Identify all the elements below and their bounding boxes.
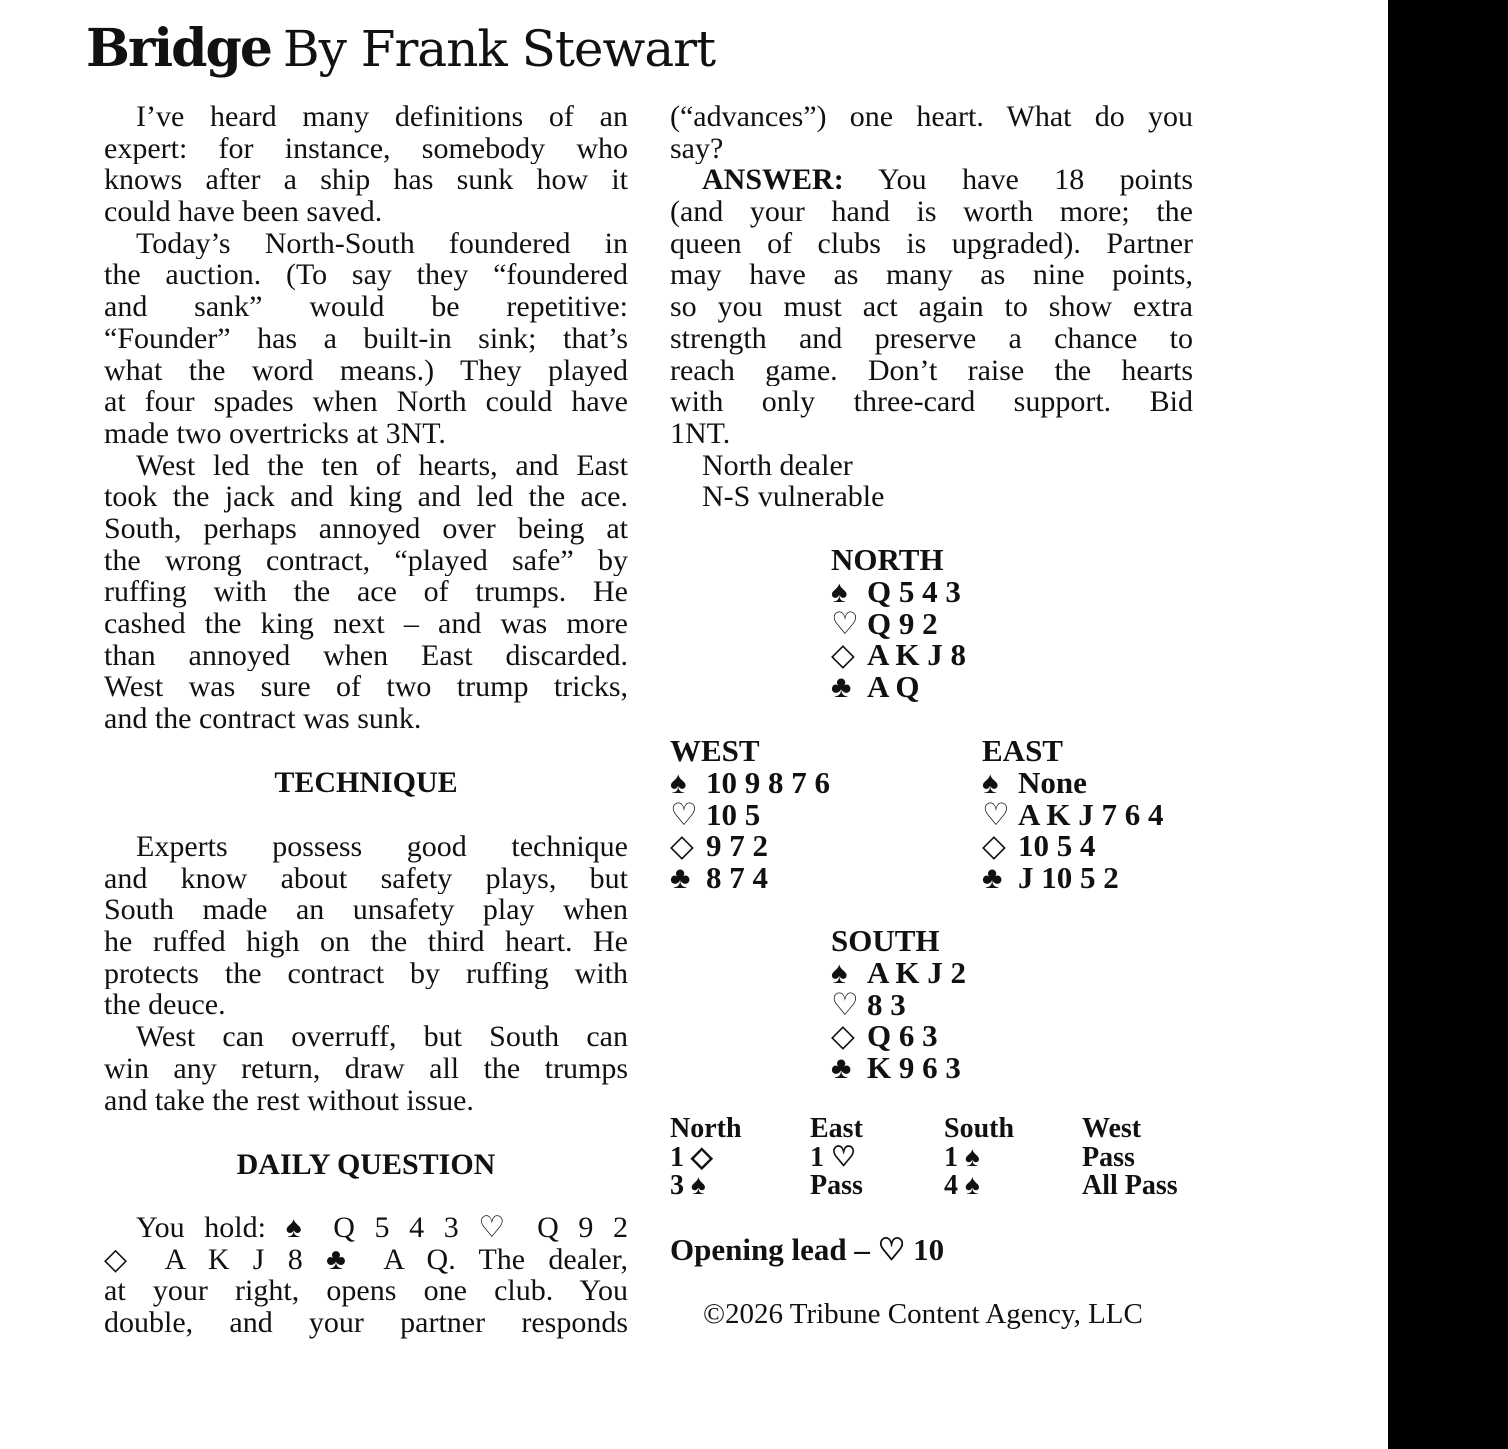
hand-south	[831, 925, 966, 1084]
text-line: N-S vulnerable	[702, 481, 885, 513]
diamonds-suit-icon: ◇	[982, 828, 1006, 864]
text-line: the auction. (To say they “foundered	[104, 259, 628, 292]
text-line: Today’s North-South foundered in	[136, 227, 628, 260]
auction-row	[670, 1172, 1178, 1201]
text-line: protects the contract by ruffing with	[104, 957, 628, 990]
text-line: win any return, draw all the trumps	[104, 1052, 628, 1085]
hand-label: EAST	[982, 733, 1063, 768]
text-line: I’ve heard many definitions of an	[136, 101, 628, 133]
hand-clubs-row	[670, 862, 830, 894]
clubs-suit-icon: ♣	[831, 669, 852, 705]
text-line: ◇ A K J 8 ♣ A Q. The dealer,	[104, 1243, 628, 1276]
text-line	[670, 164, 1193, 196]
clubs-suit-icon: ♣	[670, 860, 691, 896]
spades-suit-icon: ♠	[670, 764, 687, 800]
hand-cards: A Q	[867, 669, 920, 705]
title-byline: By Frank Stewart	[282, 20, 716, 78]
auction-bid: 1 ♡	[810, 1141, 857, 1173]
text-line: cashed the king next – and was more	[104, 608, 628, 640]
hand-cards: Q 6 3	[867, 1018, 938, 1054]
hand-label: SOUTH	[831, 923, 940, 958]
hand-cards: 9 7 2	[706, 828, 768, 864]
text-line: the deuce.	[104, 989, 226, 1022]
hand-cards: A K J 2	[867, 954, 967, 990]
text-line: South, perhaps annoyed over being at	[104, 512, 628, 545]
auction-header: East	[810, 1113, 863, 1144]
clubs-suit-icon: ♣	[831, 1050, 852, 1086]
auction-bid: 4 ♠	[944, 1170, 980, 1201]
text-line: at your right, opens one club. You	[104, 1275, 628, 1308]
hand-cards: Q 5 4 3	[867, 573, 961, 609]
copyright: ©2026 Tribune Content Agency, LLC	[703, 1298, 1143, 1330]
auction-header: South	[944, 1113, 1015, 1144]
black-margin-bar	[1388, 0, 1508, 1449]
text-line: may have as many as nine points,	[670, 259, 1193, 292]
hearts-suit-icon: ♡	[670, 796, 698, 832]
text-line: ruffing with the ace of trumps. He	[104, 576, 628, 608]
text-line: at four spades when North could have	[104, 386, 628, 418]
spades-suit-icon: ♠	[831, 954, 848, 990]
auction-header: West	[1082, 1113, 1142, 1144]
hand-cards: K 9 6 3	[867, 1050, 961, 1086]
hand-diamonds-row	[831, 639, 966, 671]
text-line: double, and your partner responds	[104, 1307, 628, 1339]
hand-hearts-row	[670, 796, 830, 832]
text-line: the wrong contract, “played safe” by	[104, 544, 628, 577]
auction-bid: 1 ◇	[670, 1141, 713, 1173]
text-line: and take the rest without issue.	[104, 1084, 474, 1117]
text-line: say?	[670, 132, 724, 165]
hand-cards: 8 3	[867, 986, 906, 1022]
left-column-text-2	[104, 831, 628, 1116]
title-bridge: Bridge	[86, 18, 271, 79]
hand-diamonds-row	[982, 830, 1164, 862]
text-line: and the contract was sunk.	[104, 703, 422, 735]
hand-cards: 10 5 4	[1018, 828, 1096, 864]
diamonds-suit-icon: ◇	[831, 637, 855, 673]
spades-suit-icon: ♠	[831, 573, 848, 609]
text-line: (and your hand is worth more; the	[670, 196, 1193, 228]
text-line: what the word means.) They played	[104, 354, 628, 387]
text-line: West led the ten of hearts, and East	[136, 449, 628, 482]
answer-label: ANSWER:	[702, 164, 844, 197]
hand-clubs-row	[982, 862, 1164, 894]
hand-spades-row	[831, 573, 966, 609]
text-line: You hold: ♠ Q 5 4 3 ♡ Q 9 2	[136, 1212, 628, 1244]
text-line: took the jack and king and led the ace.	[104, 481, 628, 513]
text-line: than annoyed when East discarded.	[104, 639, 628, 672]
hand-cards: A K J 7 6 4	[1018, 796, 1164, 832]
text-line: so you must act again to show extra	[670, 291, 1193, 323]
right-column-text	[670, 101, 1193, 513]
diamonds-suit-icon: ◇	[831, 1018, 855, 1054]
text-line: West was sure of two trump tricks,	[104, 671, 628, 704]
column-title	[86, 14, 715, 84]
text-line: queen of clubs is upgraded). Partner	[670, 227, 1193, 260]
text-line: “Founder” has a built-in sink; that’s	[104, 322, 628, 355]
text-line: expert: for instance, somebody who	[104, 132, 628, 165]
hand-clubs-row	[831, 671, 966, 703]
hand-west	[670, 735, 830, 894]
text-line: North dealer	[702, 449, 853, 482]
hand-cards: 8 7 4	[706, 860, 768, 896]
text-line: strength and preserve a chance to	[670, 322, 1193, 355]
hand-cards: 10 9 8 7 6	[706, 764, 830, 800]
left-column-text-3	[104, 1212, 628, 1339]
hearts-suit-icon: ♡	[831, 986, 859, 1022]
hand-spades-row	[831, 954, 967, 990]
auction-bid: 3 ♠	[670, 1170, 706, 1201]
text-line: and sank” would be repetitive:	[104, 291, 628, 323]
auction-row	[670, 1141, 1178, 1173]
auction-bid: All Pass	[1082, 1170, 1178, 1201]
technique-heading: TECHNIQUE	[274, 766, 458, 799]
text-line: South made an unsafety play when	[104, 894, 628, 927]
text-line: 1NT.	[670, 417, 731, 450]
text-line: with only three-card support. Bid	[670, 386, 1193, 418]
hand-cards: A K J 8	[867, 637, 967, 673]
hand-hearts-row	[831, 986, 966, 1022]
text-line: could have been saved.	[104, 196, 383, 228]
opening-lead: Opening lead – ♡ 10	[670, 1232, 945, 1267]
text-line: and know about safety plays, but	[104, 862, 628, 895]
clubs-suit-icon: ♣	[982, 860, 1003, 896]
auction-table	[670, 1115, 1178, 1201]
hand-cards: Q 9 2	[867, 605, 938, 641]
hand-label: NORTH	[831, 542, 944, 577]
spades-suit-icon: ♠	[982, 764, 999, 800]
hearts-suit-icon: ♡	[831, 605, 859, 641]
text-line: knows after a ship has sunk how it	[104, 164, 628, 197]
hand-cards: J 10 5 2	[1018, 860, 1119, 896]
auction-bid: Pass	[1082, 1141, 1135, 1173]
hand-spades-row	[982, 764, 1164, 800]
auction-bid: 1 ♠	[944, 1141, 980, 1173]
auction-header-row	[670, 1115, 1178, 1144]
text-line: Experts possess good technique	[136, 831, 628, 863]
text-line: West can overruff, but South can	[136, 1021, 628, 1053]
hand-diamonds-row	[670, 830, 830, 862]
text-line: he ruffed high on the third heart. He	[104, 926, 628, 958]
hearts-suit-icon: ♡	[982, 796, 1010, 832]
hand-diamonds-row	[831, 1020, 966, 1052]
hand-hearts-row	[982, 796, 1164, 832]
hand-cards: None	[1018, 764, 1087, 800]
hand-clubs-row	[831, 1052, 966, 1084]
text-line: (“advances”) one heart. What do you	[670, 101, 1193, 133]
hand-label: WEST	[670, 733, 760, 768]
auction-header: North	[670, 1113, 742, 1144]
hand-cards: 10 5	[706, 796, 761, 832]
hand-hearts-row	[831, 605, 966, 641]
text-line: made two overtricks at 3NT.	[104, 417, 446, 450]
left-column-text-1	[104, 101, 628, 735]
daily-question-heading: DAILY QUESTION	[236, 1148, 496, 1181]
diamonds-suit-icon: ◇	[670, 828, 694, 864]
hand-east	[982, 735, 1164, 894]
hand-spades-row	[670, 764, 830, 800]
answer-text: You have 18 points	[843, 164, 1193, 197]
hand-north	[831, 544, 966, 703]
text-line: reach game. Don’t raise the hearts	[670, 354, 1193, 387]
auction-bid: Pass	[810, 1170, 863, 1201]
